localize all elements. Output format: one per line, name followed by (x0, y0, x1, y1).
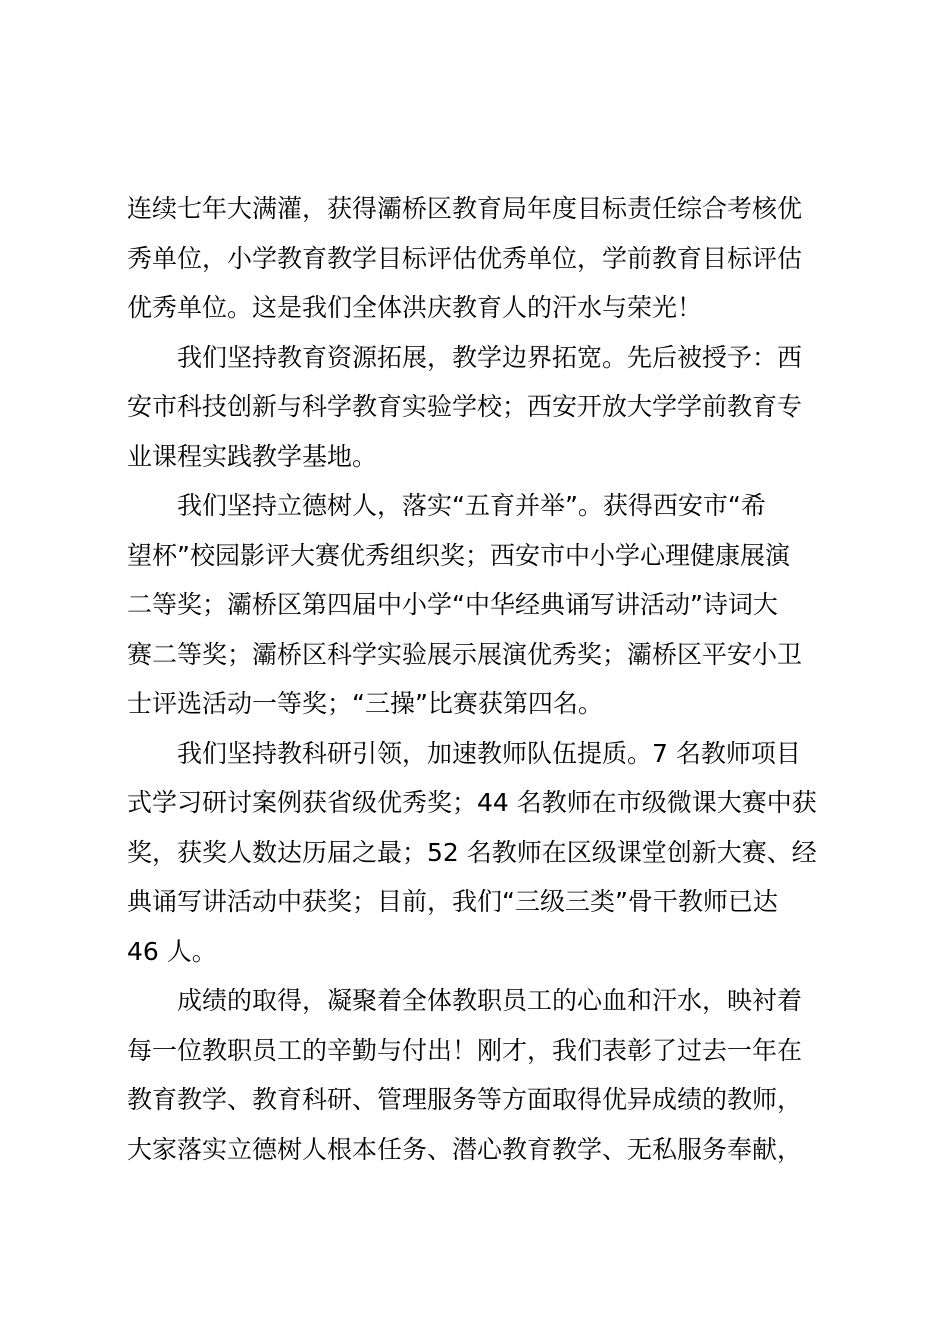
text-line: 大家落实立德树人根本任务、潜心教育教学、无私服务奉献， (127, 1134, 803, 1164)
paragraph-first-line: 成绩的取得，凝聚着全体教职员工的心血和汗水，映衬着 (177, 986, 803, 1015)
paragraph-first-line: 我们坚持教科研引领，加速教师队伍提质。7 名教师项目 (177, 738, 801, 768)
paragraph-first-line: 我们坚持教育资源拓展，教学边界拓宽。先后被授予：西 (177, 342, 803, 372)
text-line: 奖，获奖人数达历届之最；52 名教师在区级课堂创新大赛、经 (127, 837, 817, 867)
text-line: 式学习研讨案例获省级优秀奖；44 名教师在市级微课大赛中获 (127, 788, 817, 817)
text-line: 46 人。 (127, 936, 217, 966)
paragraph-first-line: 我们坚持立德树人，落实“五育并举”。获得西安市“希 (177, 491, 766, 520)
text-line: 赛二等奖；灞桥区科学实验展示展演优秀奖；灞桥区平安小卫 (127, 639, 803, 669)
text-line: 二等奖；灞桥区第四届中小学“中华经典诵写讲活动”诗词大 (127, 590, 778, 619)
text-line: 安市科技创新与科学教育实验学校；西安开放大学学前教育专 (127, 392, 803, 421)
text-line: 士评选活动一等奖；“三操”比赛获第四名。 (127, 689, 603, 718)
text-line: 业课程实践教学基地。 (127, 441, 378, 471)
text-line: 秀单位，小学教育教学目标评估优秀单位，学前教育目标评估 (127, 243, 803, 273)
document-body (127, 184, 833, 1174)
text-line: 连续七年大满灌，获得灞桥区教育局年度目标责任综合考核优 (127, 194, 803, 223)
text-line: 优秀单位。这是我们全体洪庆教育人的汗水与荣光！ (127, 293, 703, 322)
text-line: 每一位教职员工的辛勤与付出！刚才，我们表彰了过去一年在 (127, 1035, 803, 1065)
text-line: 望杯”校园影评大赛优秀组织奖；西安市中小学心理健康展演 (127, 540, 790, 570)
text-line: 典诵写讲活动中获奖；目前，我们“三级三类”骨干教师已达 (127, 887, 778, 916)
text-line: 教育教学、教育科研、管理服务等方面取得优异成绩的教师， (127, 1085, 803, 1114)
